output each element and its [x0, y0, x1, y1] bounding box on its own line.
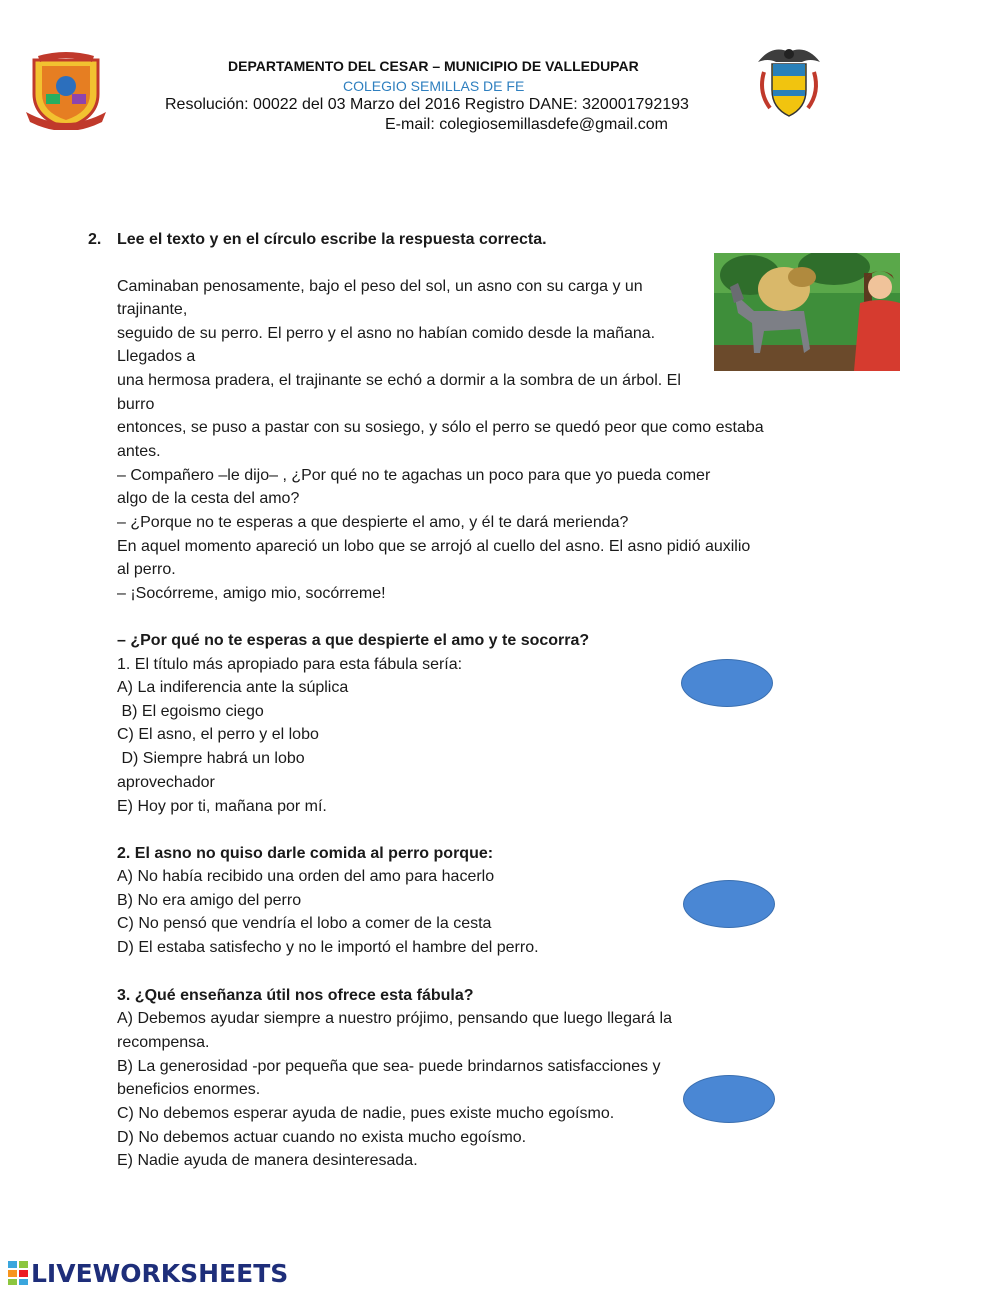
question-3-option: B) La generosidad -por pequeña que sea- puede brindarnos satisfacciones y	[117, 1058, 661, 1075]
question-3-option: A) Debemos ayudar siempre a nuestro prójimo, pensando que luego llegará la	[117, 1010, 672, 1027]
question-3-option: D) No debemos actuar cuando no exista mucho egoísmo.	[117, 1129, 527, 1146]
story-line: Llegados a	[117, 348, 196, 365]
school-crest-logo	[24, 50, 108, 130]
story-line: al perro.	[117, 561, 176, 578]
question-2-prompt: 2. El asno no quiso darle comida al perro porque:	[117, 845, 494, 862]
question-2-option: C) No pensó que vendría el lobo a comer de la cesta	[117, 915, 492, 932]
question-1-option: D) Siempre habrá un lobo	[117, 750, 305, 767]
story-line: una hermosa pradera, el trajinante se echó a dormir a la sombra de un árbol. El	[117, 372, 681, 389]
question-1-option: E) Hoy por ti, mañana por mí.	[117, 798, 327, 815]
brand-name: LIVEWORKSHEETS	[31, 1258, 289, 1288]
story-line: algo de la cesta del amo?	[117, 490, 300, 507]
question-1-option: aprovechador	[117, 774, 215, 791]
story-line: trajinante,	[117, 301, 188, 318]
story-line: – ¡Socórreme, amigo mio, socórreme!	[117, 585, 386, 602]
question-1-option: A) La indiferencia ante la súplica	[117, 679, 349, 696]
section-number: 2.	[88, 231, 102, 248]
question-3-option: C) No debemos esperar ayuda de nadie, pues existe mucho egoísmo.	[117, 1105, 615, 1122]
header-school-name: COLEGIO SEMILLAS DE FE	[343, 78, 525, 94]
liveworksheets-icon	[8, 1261, 28, 1285]
section-instruction: Lee el texto y en el círculo escribe la respuesta correcta.	[117, 231, 547, 248]
question-2-option: B) No era amigo del perro	[117, 892, 302, 909]
story-line: En aquel momento apareció un lobo que se arrojó al cuello del asno. El asno pidió auxilio	[117, 538, 751, 555]
story-line: entonces, se puso a pastar con su sosiego, y sólo el perro se quedó peor que como estaba	[117, 419, 764, 436]
answer-circle-1[interactable]	[681, 659, 773, 707]
closing-line: – ¿Por qué no te esperas a que despierte el amo y te socorra?	[117, 632, 590, 649]
header-department: DEPARTAMENTO DEL CESAR – MUNICIPIO DE VALLEDUPAR	[228, 58, 639, 74]
story-illustration	[714, 253, 900, 371]
story-line: antes.	[117, 443, 161, 460]
question-1-prompt: 1. El título más apropiado para esta fábula sería:	[117, 656, 463, 673]
coat-of-arms-logo	[752, 42, 826, 120]
header-email: E-mail: colegiosemillasdefe@gmail.com	[385, 116, 669, 133]
answer-circle-2[interactable]	[683, 880, 775, 928]
story-line: – ¿Porque no te esperas a que despierte el amo, y él te dará merienda?	[117, 514, 629, 531]
liveworksheets-logo[interactable]	[8, 1258, 288, 1288]
question-3-option: recompensa.	[117, 1034, 210, 1051]
story-line: seguido de su perro. El perro y el asno no habían comido desde la mañana.	[117, 325, 656, 342]
question-2-option: D) El estaba satisfecho y no le importó el hambre del perro.	[117, 939, 539, 956]
question-2-option: A) No había recibido una orden del amo para hacerlo	[117, 868, 495, 885]
question-3-option: beneficios enormes.	[117, 1081, 261, 1098]
header-resolution: Resolución: 00022 del 03 Marzo del 2016 Registro DANE: 320001792193	[165, 96, 689, 113]
question-3-option: E) Nadie ayuda de manera desinteresada.	[117, 1152, 418, 1169]
story-line: – Compañero –le dijo– , ¿Por qué no te agachas un poco para que yo pueda comer	[117, 467, 711, 484]
question-3-prompt: 3. ¿Qué enseñanza útil nos ofrece esta fábula?	[117, 987, 474, 1004]
story-line: burro	[117, 396, 155, 413]
story-line: Caminaban penosamente, bajo el peso del sol, un asno con su carga y un	[117, 278, 643, 295]
answer-circle-3[interactable]	[683, 1075, 775, 1123]
question-1-option: B) El egoismo ciego	[117, 703, 264, 720]
question-1-option: C) El asno, el perro y el lobo	[117, 726, 319, 743]
